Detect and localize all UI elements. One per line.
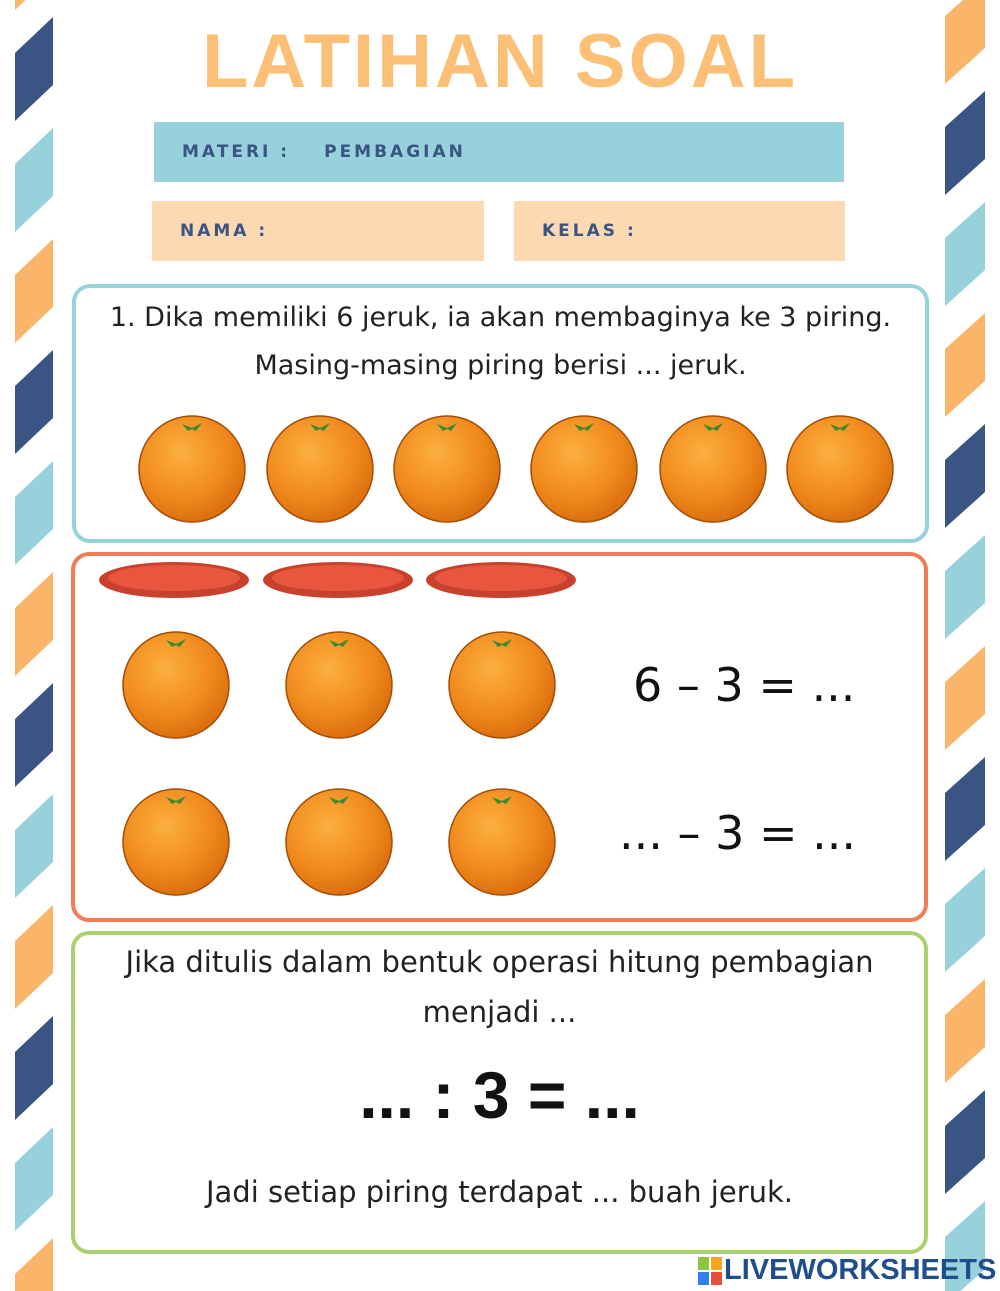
border-stripe xyxy=(945,313,985,417)
border-stripe xyxy=(945,868,985,972)
orange-image xyxy=(784,412,896,524)
border-stripe xyxy=(945,202,985,306)
logo-text: LIVEWORKSHEETS xyxy=(724,1254,997,1286)
orange-image xyxy=(446,785,558,897)
equation-2: ... – 3 = ... xyxy=(619,806,857,860)
plate-image xyxy=(425,560,577,600)
orange-image xyxy=(283,628,395,740)
border-stripe xyxy=(945,91,985,195)
orange-image xyxy=(283,785,395,897)
orange-image xyxy=(446,628,558,740)
border-stripe xyxy=(15,128,53,232)
materi-label: MATERI : xyxy=(182,142,291,162)
border-stripe xyxy=(945,535,985,639)
nama-field[interactable] xyxy=(152,201,484,261)
division-equation: ... : 3 = ... xyxy=(359,1058,640,1132)
orange-image xyxy=(136,412,248,524)
orange-image xyxy=(264,412,376,524)
liveworksheets-logo[interactable] xyxy=(698,1254,996,1287)
kelas-field[interactable] xyxy=(514,201,845,261)
border-stripe xyxy=(15,1238,53,1291)
border-stripe xyxy=(15,794,53,898)
border-stripe xyxy=(15,572,53,676)
orange-image xyxy=(657,412,769,524)
border-stripe xyxy=(15,239,53,343)
live-badge-icon xyxy=(698,1257,722,1285)
border-stripe xyxy=(15,1127,53,1231)
question-1-line1: 1. Dika memiliki 6 jeruk, ia akan membaginya ke 3 piring. xyxy=(109,302,892,333)
border-stripe xyxy=(15,1016,53,1120)
orange-image xyxy=(120,785,232,897)
border-stripe xyxy=(945,757,985,861)
division-line2: menjadi ... xyxy=(422,995,577,1029)
border-stripe xyxy=(15,461,53,565)
question-1-line2: Masing-masing piring berisi ... jeruk. xyxy=(254,350,747,381)
plate-image xyxy=(262,560,414,600)
materi-bar xyxy=(154,122,844,182)
orange-image xyxy=(391,412,503,524)
equation-1: 6 – 3 = ... xyxy=(633,658,856,712)
border-stripe xyxy=(15,350,53,454)
division-box xyxy=(71,931,928,1254)
division-line1: Jika ditulis dalam bentuk operasi hitung pembagian xyxy=(125,945,874,979)
nama-label: NAMA : xyxy=(180,221,269,241)
border-stripe xyxy=(945,1090,985,1194)
border-stripe xyxy=(15,683,53,787)
kelas-label: KELAS : xyxy=(542,221,637,241)
plate-image xyxy=(98,560,250,600)
border-stripe xyxy=(945,424,985,528)
border-stripe xyxy=(15,0,53,10)
orange-image xyxy=(528,412,640,524)
border-stripe xyxy=(15,905,53,1009)
conclusion-text: Jadi setiap piring terdapat ... buah jeruk. xyxy=(205,1175,794,1209)
border-stripe xyxy=(945,646,985,750)
page-title: LATIHAN SOAL xyxy=(201,19,799,104)
border-stripe xyxy=(945,979,985,1083)
materi-value: PEMBAGIAN xyxy=(324,142,466,162)
orange-image xyxy=(120,628,232,740)
